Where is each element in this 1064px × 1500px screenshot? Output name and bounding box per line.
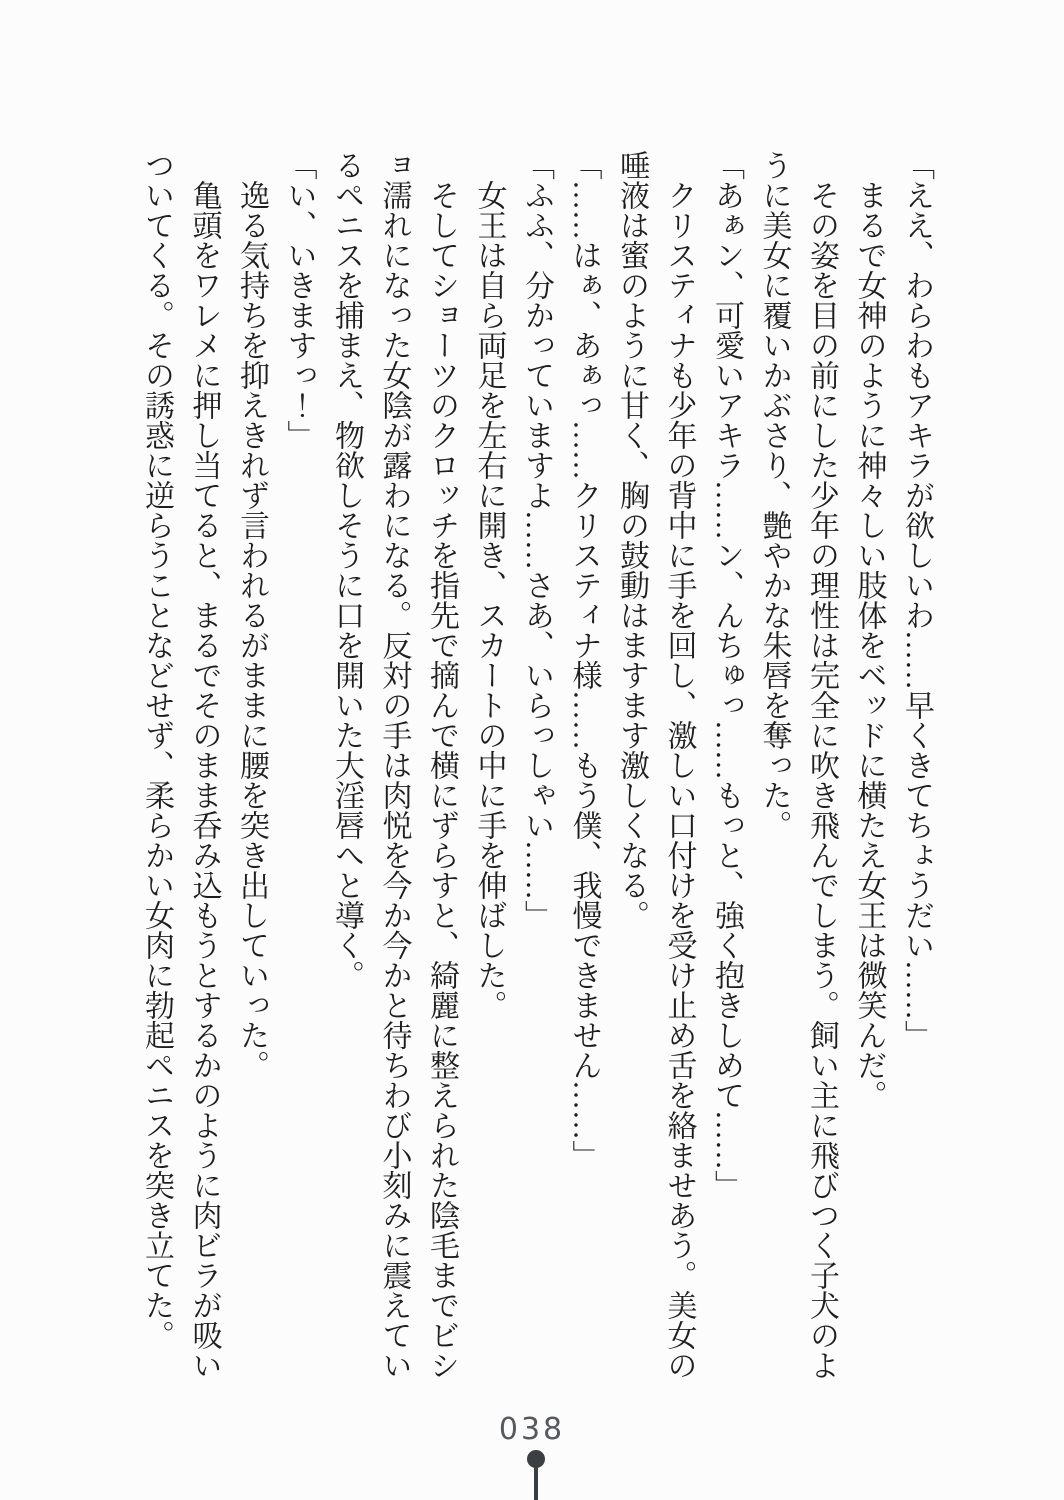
paragraph-narrative: 女王は自ら両足を左右に開き、スカートの中に手を伸ばした。 xyxy=(472,180,506,1020)
paragraph-dialogue: 「ええ、わらわもアキラが欲しいわ……早くきてちょうだい……」 xyxy=(900,150,933,1050)
page-number: 038 xyxy=(498,1412,566,1447)
paragraph-narrative: 逸る気持ちを抑えきれず言われるがままに腰を突き出していった。 xyxy=(235,180,268,1080)
paragraph-narrative: クリスティナも少年の背中に手を回し、激しい口付けを受け止め舌を絡ませあう。美女の唾液は蜜のように甘く、胸の鼓動はますます激しくなる。 xyxy=(615,150,696,1380)
paragraph-narrative: まるで女神のように神々しい肢体をベッドに横たえ女王は微笑んだ。 xyxy=(852,180,886,1110)
novel-text-area xyxy=(133,150,941,1382)
paragraph-narrative: 亀頭をワレメに押し当てると、まるでそのまま呑み込もうとするかのように肉ビラが吸いついてくる。その誘惑に逆らうことなどせず、柔らかい女肉に勃起ペニスを突き立てた。 xyxy=(140,150,221,1380)
pin-stem-line xyxy=(534,1460,538,1500)
paragraph-dialogue: 「ふふ、分かっていますよ……さあ、いらっしゃい……」 xyxy=(520,150,553,930)
paragraph-narrative: そしてショーツのクロッチを指先で摘んで横にずらすと、綺麗に整えられた陰毛までビショ濡れになった女陰が露わになる。反対の手は肉悦を今か今かと待ちわび小刻みに震えているペニスを捕まえ、物欲しそうに口を開いた大淫唇へと導く。 xyxy=(330,150,458,1380)
paragraph-narrative: その姿を目の前にした少年の理性は完全に吹き飛んでしまう。飼い主に飛びつく子犬のように美女に覆いかぶさり、艶やかな朱唇を奪った。 xyxy=(757,150,838,1380)
paragraph-dialogue: 「い、いきますっ！」 xyxy=(282,150,316,450)
paragraph-dialogue: 「あぁン、可愛いアキラ……ン、んちゅっ……もっと、強く抱きしめて……」 xyxy=(710,150,743,1200)
pin-marker-icon xyxy=(526,1450,546,1500)
paragraph-dialogue: 「……はぁ、あぁっ……クリスティナ様……もう僕、我慢できません……」 xyxy=(567,150,601,1170)
